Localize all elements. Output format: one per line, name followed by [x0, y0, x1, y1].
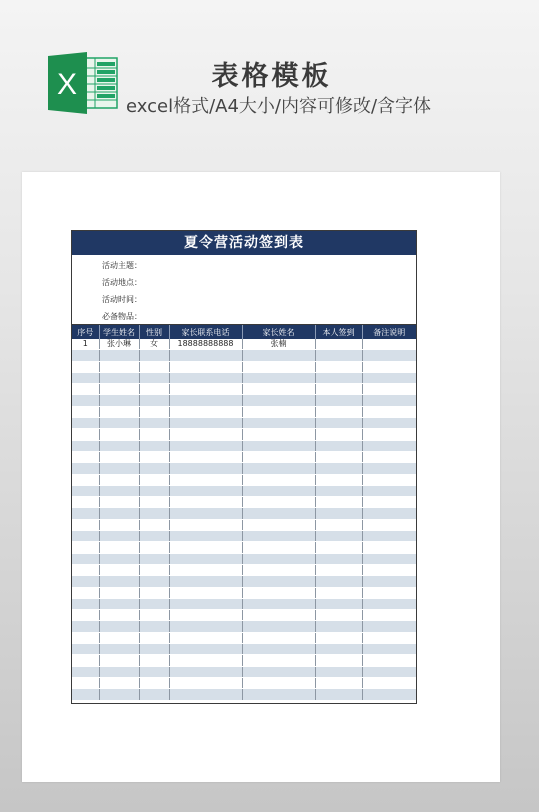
table-cell: [139, 610, 169, 621]
table-row-empty: [72, 474, 416, 485]
table-cell: [139, 519, 169, 530]
table-cell: [242, 666, 315, 677]
table-cell: [99, 406, 139, 417]
excel-logo-letter: X: [56, 68, 78, 101]
signin-table: [72, 325, 416, 701]
info-items-label: 必备物品：: [102, 312, 142, 321]
table-cell: [362, 621, 416, 632]
header-subtitle: excel格式/A4大小/内容可修改/含字体: [126, 96, 432, 117]
table-cell: [362, 406, 416, 417]
table-cell: [169, 406, 242, 417]
table-cell: [169, 542, 242, 553]
table-cell: [169, 440, 242, 451]
table-cell: [315, 384, 362, 395]
table-cell: [99, 418, 139, 429]
table-cell: [315, 632, 362, 643]
table-cell: [72, 418, 99, 429]
table-row-empty: [72, 395, 416, 406]
table-cell: [99, 463, 139, 474]
table-cell: [315, 485, 362, 496]
table-cell: [72, 497, 99, 508]
table-cell: [99, 451, 139, 462]
table-cell: [99, 372, 139, 383]
table-cell: [169, 451, 242, 462]
table-cell: [139, 418, 169, 429]
table-cell: [72, 598, 99, 609]
table-cell: [242, 440, 315, 451]
table-cell: [99, 531, 139, 542]
table-cell: [139, 474, 169, 485]
table-cell: [315, 677, 362, 688]
table-cell: [72, 677, 99, 688]
table-cell: [242, 564, 315, 575]
table-cell: [169, 689, 242, 700]
table-cell: [169, 429, 242, 440]
table-cell: [72, 463, 99, 474]
table-cell: [99, 542, 139, 553]
table-cell: [99, 497, 139, 508]
table-cell: [139, 429, 169, 440]
table-cell: [139, 677, 169, 688]
table-cell: [315, 350, 362, 361]
table-cell: [169, 474, 242, 485]
table-cell: [242, 610, 315, 621]
table-cell: [362, 677, 416, 688]
table-cell: [72, 406, 99, 417]
table-cell: [362, 666, 416, 677]
table-cell: [362, 440, 416, 451]
table-cell: [362, 587, 416, 598]
table-cell: [242, 451, 315, 462]
table-row-empty: [72, 418, 416, 429]
table-cell: [139, 395, 169, 406]
table-row-empty: [72, 644, 416, 655]
table-cell: [139, 384, 169, 395]
table-row-empty: [72, 632, 416, 643]
table-cell: [315, 451, 362, 462]
table-cell: [315, 621, 362, 632]
table-cell: [72, 485, 99, 496]
table-cell: [72, 531, 99, 542]
table-cell: [72, 666, 99, 677]
col-header-parent-phone: 家长联系电话: [169, 325, 242, 339]
table-cell: [315, 666, 362, 677]
table-cell: [362, 553, 416, 564]
table-cell: [315, 576, 362, 587]
table-row-empty: [72, 429, 416, 440]
table-cell: [242, 474, 315, 485]
table-cell: [315, 497, 362, 508]
table-cell: [242, 519, 315, 530]
table-row-empty: [72, 553, 416, 564]
table-cell: [315, 610, 362, 621]
table-row-empty: [72, 519, 416, 530]
table-cell: [139, 372, 169, 383]
table-cell: [242, 553, 315, 564]
table-cell: [99, 474, 139, 485]
table-cell: [169, 361, 242, 372]
table-cell: [139, 451, 169, 462]
table-cell: [362, 508, 416, 519]
table-cell: [139, 553, 169, 564]
table-cell: [139, 632, 169, 643]
table-cell: [139, 497, 169, 508]
table-cell: [72, 587, 99, 598]
table-cell: [99, 621, 139, 632]
table-cell: [242, 361, 315, 372]
table-cell: [99, 384, 139, 395]
table-cell: [169, 587, 242, 598]
table-row-empty: [72, 372, 416, 383]
table-cell: [169, 418, 242, 429]
table-cell: [169, 632, 242, 643]
table-cell: [362, 655, 416, 666]
table-cell: [99, 677, 139, 688]
table-cell: [169, 598, 242, 609]
table-cell: [139, 666, 169, 677]
table-cell: [169, 508, 242, 519]
table-cell: [99, 519, 139, 530]
table-cell: [242, 655, 315, 666]
table-cell: [242, 632, 315, 643]
table-cell: [315, 531, 362, 542]
table-cell: [169, 497, 242, 508]
table-cell: [315, 598, 362, 609]
table-cell: [139, 542, 169, 553]
table-cell: [72, 576, 99, 587]
table-row-empty: [72, 384, 416, 395]
table-cell: [72, 451, 99, 462]
info-block: [72, 255, 416, 325]
table-cell: [99, 576, 139, 587]
spreadsheet: [71, 230, 417, 704]
table-cell: [315, 542, 362, 553]
table-cell: [362, 463, 416, 474]
table-cell: [72, 350, 99, 361]
table-cell: [242, 395, 315, 406]
table-cell: [242, 406, 315, 417]
col-header-parent-name: 家长姓名: [242, 325, 315, 339]
table-cell: [362, 384, 416, 395]
table-cell: [72, 689, 99, 700]
table-cell: [242, 485, 315, 496]
table-cell: [169, 372, 242, 383]
table-cell: [315, 463, 362, 474]
table-cell: [362, 497, 416, 508]
table-cell: [99, 644, 139, 655]
table-cell: [72, 621, 99, 632]
table-row-empty: [72, 440, 416, 451]
header-title: 表格模板: [211, 61, 332, 92]
table-cell: [72, 395, 99, 406]
table-cell: [362, 610, 416, 621]
table-cell: [169, 564, 242, 575]
table-cell: [169, 677, 242, 688]
table-cell: [169, 553, 242, 564]
table-cell: 18888888888: [169, 339, 242, 350]
table-cell: [315, 474, 362, 485]
table-cell: [362, 542, 416, 553]
table-row-empty: [72, 655, 416, 666]
table-cell: [315, 587, 362, 598]
table-cell: [242, 384, 315, 395]
table-cell: [99, 440, 139, 451]
table-cell: [99, 429, 139, 440]
table-cell: [242, 689, 315, 700]
table-cell: [242, 621, 315, 632]
table-cell: [139, 531, 169, 542]
table-cell: [139, 621, 169, 632]
table-cell: [315, 339, 362, 350]
table-cell: [315, 361, 362, 372]
table-cell: [362, 485, 416, 496]
table-cell: [362, 339, 416, 350]
table-cell: [169, 519, 242, 530]
table-cell: [315, 689, 362, 700]
col-header-student-name: 学生姓名: [99, 325, 139, 339]
table-cell: [362, 632, 416, 643]
table-cell: [362, 474, 416, 485]
table-cell: [72, 361, 99, 372]
table-cell: [315, 395, 362, 406]
table-cell: [242, 429, 315, 440]
table-cell: [362, 644, 416, 655]
table-cell: [139, 463, 169, 474]
table-cell: [139, 576, 169, 587]
table-cell: [72, 519, 99, 530]
table-cell: [99, 485, 139, 496]
table-header-row: [72, 325, 416, 339]
table-row-empty: [72, 361, 416, 372]
table-cell: [362, 350, 416, 361]
table-cell: [315, 440, 362, 451]
table-cell: [242, 418, 315, 429]
table-cell: [139, 485, 169, 496]
table-cell: [242, 598, 315, 609]
table-cell: [315, 564, 362, 575]
info-topic-label: 活动主题：: [102, 261, 142, 270]
table-cell: [72, 542, 99, 553]
table-cell: [72, 610, 99, 621]
table-row-empty: [72, 485, 416, 496]
table-cell: [362, 598, 416, 609]
table-cell: [242, 677, 315, 688]
table-cell: [362, 429, 416, 440]
table-cell: [99, 632, 139, 643]
table-cell: [315, 644, 362, 655]
table-cell: [242, 463, 315, 474]
table-cell: [315, 429, 362, 440]
table-cell: [242, 587, 315, 598]
table-cell: [72, 384, 99, 395]
table-cell: [362, 531, 416, 542]
table-row-empty: [72, 666, 416, 677]
table-cell: [139, 406, 169, 417]
table-cell: [362, 361, 416, 372]
table-cell: [242, 350, 315, 361]
col-header-gender: 性别: [139, 325, 169, 339]
table-cell: [169, 395, 242, 406]
table-cell: [72, 508, 99, 519]
table-cell: [99, 395, 139, 406]
table-cell: [242, 531, 315, 542]
table-row-empty: [72, 598, 416, 609]
table-row-empty: [72, 610, 416, 621]
table-cell: 1: [72, 339, 99, 350]
table-cell: [169, 384, 242, 395]
info-time-label: 活动时间：: [102, 295, 142, 304]
table-row-empty: [72, 531, 416, 542]
table-cell: [169, 463, 242, 474]
table-cell: [362, 418, 416, 429]
table-cell: [315, 418, 362, 429]
table-cell: [139, 644, 169, 655]
table-cell: [99, 666, 139, 677]
table-row-empty: [72, 508, 416, 519]
table-cell: [99, 564, 139, 575]
table-cell: [139, 440, 169, 451]
table-cell: [99, 610, 139, 621]
table-row-empty: [72, 689, 416, 700]
col-header-index: 序号: [72, 325, 99, 339]
table-cell: [139, 655, 169, 666]
table-row-empty: [72, 564, 416, 575]
table-cell: [315, 372, 362, 383]
table-cell: [139, 587, 169, 598]
table-row: [72, 339, 416, 350]
table-cell: [99, 508, 139, 519]
table-row-empty: [72, 497, 416, 508]
table-row-empty: [72, 463, 416, 474]
col-header-signature: 本人签到: [315, 325, 362, 339]
table-cell: [169, 576, 242, 587]
table-row-empty: [72, 587, 416, 598]
table-cell: [169, 666, 242, 677]
table-cell: [99, 587, 139, 598]
table-cell: [72, 564, 99, 575]
table-row-empty: [72, 621, 416, 632]
col-header-notes: 备注说明: [362, 325, 416, 339]
table-cell: [362, 519, 416, 530]
sheet-title: 夏令营活动签到表: [72, 231, 416, 255]
table-cell: [169, 485, 242, 496]
table-cell: [169, 610, 242, 621]
table-cell: [362, 576, 416, 587]
table-cell: [315, 508, 362, 519]
table-cell: [99, 598, 139, 609]
table-cell: [242, 644, 315, 655]
table-cell: [169, 655, 242, 666]
table-cell: [169, 350, 242, 361]
info-location-label: 活动地点：: [102, 278, 142, 287]
table-cell: [362, 395, 416, 406]
table-cell: [362, 689, 416, 700]
table-cell: [72, 474, 99, 485]
table-row-empty: [72, 406, 416, 417]
table-cell: [72, 655, 99, 666]
table-cell: [139, 689, 169, 700]
table-row-empty: [72, 350, 416, 361]
table-cell: [242, 542, 315, 553]
table-cell: [315, 553, 362, 564]
table-cell: [99, 361, 139, 372]
table-cell: [315, 655, 362, 666]
table-cell: [72, 440, 99, 451]
table-cell: [139, 361, 169, 372]
table-cell: [242, 497, 315, 508]
table-cell: 女: [139, 339, 169, 350]
table-cell: [99, 553, 139, 564]
table-row-empty: [72, 451, 416, 462]
table-cell: [72, 429, 99, 440]
table-cell: [99, 689, 139, 700]
table-cell: [99, 655, 139, 666]
table-cell: [242, 508, 315, 519]
table-row-empty: [72, 677, 416, 688]
table-cell: [72, 632, 99, 643]
table-cell: [72, 644, 99, 655]
table-cell: [99, 350, 139, 361]
table-row-empty: [72, 576, 416, 587]
table-cell: [139, 508, 169, 519]
table-cell: [139, 598, 169, 609]
table-cell: 张楠: [242, 339, 315, 350]
table-cell: [139, 564, 169, 575]
table-cell: [315, 406, 362, 417]
table-cell: [362, 372, 416, 383]
table-cell: [72, 372, 99, 383]
table-cell: [169, 621, 242, 632]
table-cell: [315, 519, 362, 530]
table-cell: [169, 531, 242, 542]
table-cell: [72, 553, 99, 564]
table-cell: [362, 564, 416, 575]
table-cell: [139, 350, 169, 361]
table-cell: [242, 372, 315, 383]
table-cell: 张小琳: [99, 339, 139, 350]
table-row-empty: [72, 542, 416, 553]
table-cell: [242, 576, 315, 587]
table-cell: [169, 644, 242, 655]
table-cell: [362, 451, 416, 462]
